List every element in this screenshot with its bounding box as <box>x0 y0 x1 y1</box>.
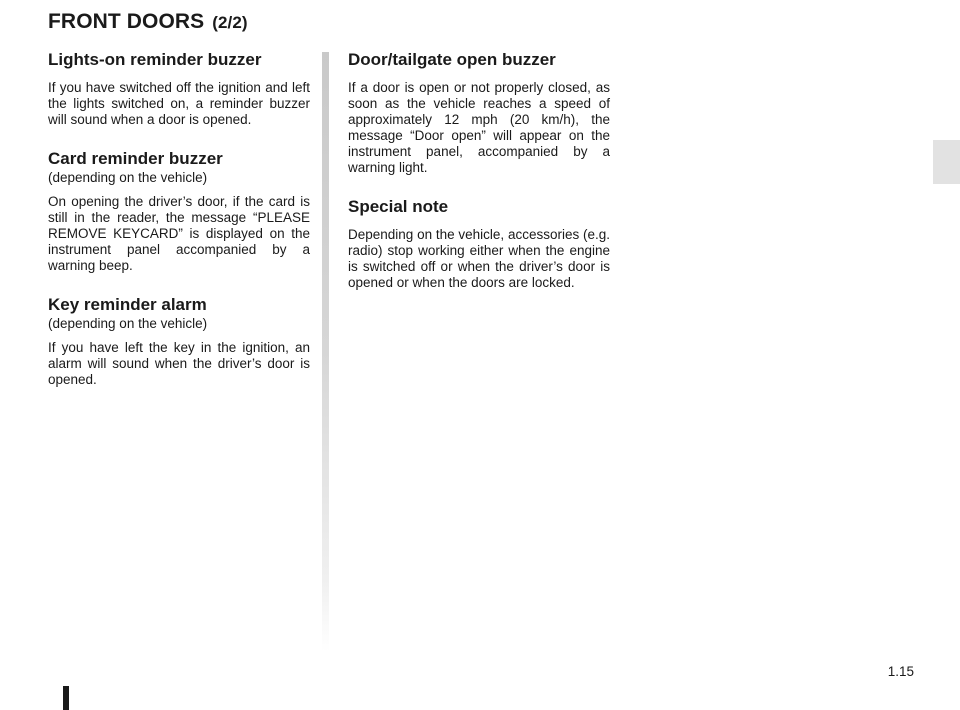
section-body: Depending on the vehicle, accessories (e.g. radio) stop working either when the engine is switched off or when the driver’s door is opened or when the doors are locked. <box>348 227 610 290</box>
section-subheading: (depending on the vehicle) <box>48 316 208 331</box>
chapter-tab-marker <box>933 140 960 184</box>
section-body: If a door is open or not properly closed, as soon as the vehicle reaches a speed of approximately 12 mph (20 km/h), the message “Door open” will appear on the instrument panel, accompanied by a warning light. <box>348 80 610 175</box>
section-heading: Key reminder alarm <box>48 295 207 314</box>
right-column <box>348 50 610 312</box>
section-body: If you have left the key in the ignition, an alarm will sound when the driver’s door is opened. <box>48 340 310 387</box>
column-divider <box>322 52 329 652</box>
section-card-reminder <box>48 149 310 274</box>
section-door-open-buzzer <box>348 50 610 176</box>
section-lights-on-reminder <box>48 50 310 128</box>
page-title-text: FRONT DOORS <box>48 10 205 33</box>
section-body: On opening the driver’s door, if the card is still in the reader, the message “PLEASE REMOVE KEYCARD” is displayed on the instrument panel accompanied by a warning beep. <box>48 194 310 273</box>
section-heading: Card reminder buzzer <box>48 149 223 168</box>
page-number: 1.15 <box>887 664 914 679</box>
section-body: If you have switched off the ignition and left the lights switched on, a reminder buzzer will sound when a door is opened. <box>48 80 310 127</box>
left-column <box>48 50 310 409</box>
page-title-part: (2/2) <box>212 13 248 32</box>
section-special-note <box>348 197 610 291</box>
page-title <box>48 10 248 34</box>
section-heading: Lights-on reminder buzzer <box>48 50 262 69</box>
section-subheading: (depending on the vehicle) <box>48 170 208 185</box>
section-key-reminder <box>48 295 310 388</box>
section-heading: Special note <box>348 197 449 216</box>
corner-marker <box>63 686 69 710</box>
section-heading: Door/tailgate open buzzer <box>348 50 556 69</box>
